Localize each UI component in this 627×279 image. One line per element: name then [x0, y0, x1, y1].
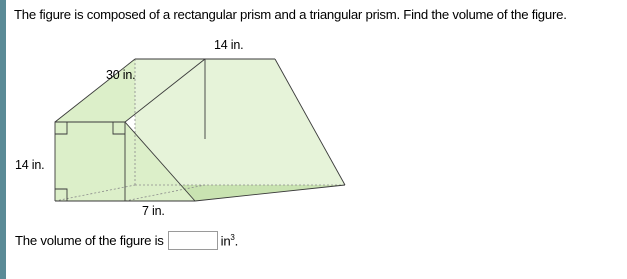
unit-exponent: 3: [230, 232, 235, 242]
volume-answer-input[interactable]: [168, 231, 218, 250]
back-face: [135, 59, 345, 185]
label-height: 14 in.: [15, 158, 45, 172]
answer-row: [15, 231, 238, 250]
prism-faces: [55, 59, 345, 201]
label-bottom-width: 7 in.: [142, 204, 165, 218]
unit-text: in: [220, 233, 231, 249]
question-text: The figure is composed of a rectangular prism and a triangular prism. Find the volume of the figure.: [14, 7, 567, 22]
label-top-width: 14 in.: [214, 38, 244, 52]
answer-unit: [221, 233, 238, 248]
answer-prefix: The volume of the figure is: [15, 233, 164, 248]
label-depth: 30 in.: [106, 68, 136, 82]
answer-suffix: .: [234, 233, 239, 249]
